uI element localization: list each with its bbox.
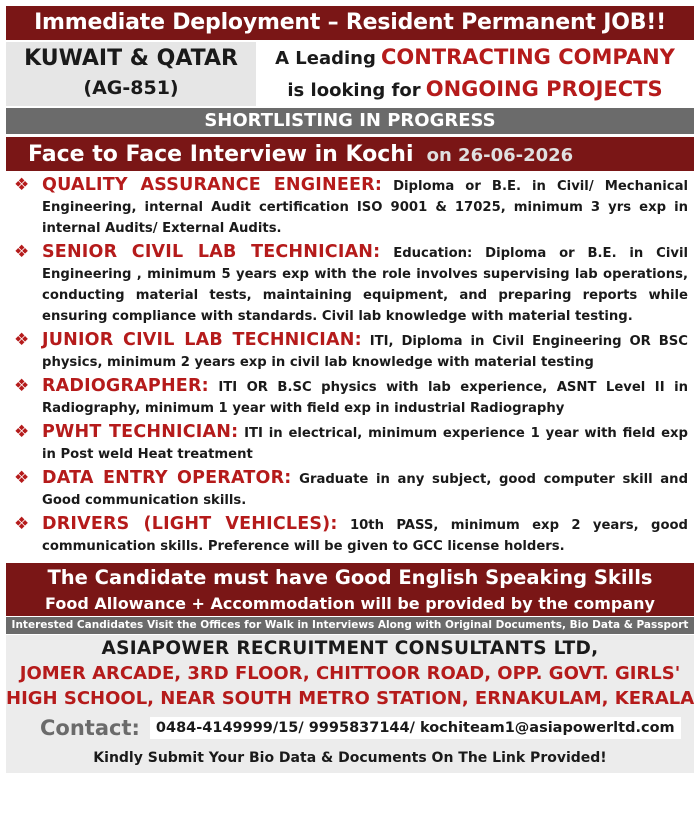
job-title: DRIVERS (LIGHT VEHICLES):	[42, 514, 338, 534]
diamond-bullet-icon: ❖	[14, 422, 30, 442]
address-line-1: JOMER ARCADE, 3RD FLOOR, CHITTOOR ROAD, OPP. GOVT. GIRLS'	[19, 663, 681, 684]
company-prefix-2: is looking for	[287, 80, 421, 101]
job-body	[14, 514, 688, 557]
company-highlight-2: ONGOING PROJECTS	[425, 77, 663, 101]
interview-banner	[6, 137, 694, 171]
job-description: Graduate in any subject, good computer skill and Good communication skills.	[42, 472, 689, 508]
job-title: SENIOR CIVIL LAB TECHNICIAN:	[42, 242, 381, 262]
contact-label: Contact:	[40, 716, 140, 740]
job-code: (AG-851)	[83, 77, 179, 99]
job-body	[14, 330, 688, 373]
job-body	[14, 376, 688, 419]
job-item	[14, 514, 688, 557]
interview-date: on 26-06-2026	[426, 145, 574, 166]
job-item	[14, 468, 688, 511]
diamond-bullet-icon: ❖	[14, 514, 30, 534]
interview-text: Face to Face Interview in Kochi	[28, 142, 414, 167]
company-line-2	[256, 74, 694, 106]
job-item	[14, 376, 688, 419]
job-body	[14, 468, 688, 511]
headline-banner: Immediate Deployment – Resident Permanent JOB!!	[6, 6, 694, 40]
location-box	[6, 42, 256, 106]
company-prefix-1: A Leading	[275, 48, 376, 69]
diamond-bullet-icon: ❖	[14, 376, 30, 396]
job-title: RADIOGRAPHER:	[42, 376, 209, 396]
company-box	[256, 42, 694, 106]
diamond-bullet-icon: ❖	[14, 175, 30, 195]
food-accommodation-banner: Food Allowance + Accommodation will be provided by the company	[6, 592, 694, 616]
job-description: Diploma or B.E. in Civil/ Mechanical Engineering, internal Audit certification ISO 9001 & 17025, minimum 3 yrs exp in internal Audits/ External Audits.	[42, 179, 689, 236]
diamond-bullet-icon: ❖	[14, 468, 30, 488]
job-body	[14, 422, 688, 465]
job-item	[14, 242, 688, 327]
shortlisting-banner: SHORTLISTING IN PROGRESS	[6, 108, 694, 134]
job-list	[6, 171, 694, 557]
job-title: PWHT TECHNICIAN:	[42, 422, 239, 442]
location-country: KUWAIT & QATAR	[24, 46, 238, 71]
diamond-bullet-icon: ❖	[14, 330, 30, 350]
job-title: QUALITY ASSURANCE ENGINEER:	[42, 175, 383, 195]
job-description: ITI in electrical, minimum experience 1 year with field exp in Post weld Heat treatment	[42, 426, 688, 462]
job-description: ITI, Diploma in Civil Engineering OR BSC physics, minimum 2 years exp in civil lab knowledge with material testing	[42, 334, 688, 370]
job-body	[14, 175, 688, 239]
walk-in-notice: Interested Candidates Visit the Offices for Walk in Interviews Along with Original Documents, Bio Data & Passport	[6, 617, 694, 634]
address-block	[6, 635, 694, 711]
company-highlight-1: CONTRACTING COMPANY	[380, 45, 675, 69]
job-item	[14, 330, 688, 373]
job-title: DATA ENTRY OPERATOR:	[42, 468, 292, 488]
job-item	[14, 175, 688, 239]
intro-row	[6, 42, 694, 106]
job-body	[14, 242, 688, 327]
job-description: Education: Diploma or B.E. in Civil Engineering , minimum 5 years exp with the role involves supervising lab operations, conducting material tests, maintaining equipment, and preparing reports while ensuring compliance with standards. Civil lab knowledge with material testing.	[42, 246, 688, 324]
job-description: 10th PASS, minimum exp 2 years, good communication skills. Preference will be given to GCC license holders.	[42, 518, 688, 554]
job-title: JUNIOR CIVIL LAB TECHNICIAN:	[42, 330, 362, 350]
english-requirement-banner: The Candidate must have Good English Speaking Skills	[6, 563, 694, 592]
company-name: ASIAPOWER RECRUITMENT CONSULTANTS LTD,	[101, 638, 599, 659]
diamond-bullet-icon: ❖	[14, 242, 30, 262]
contact-details: 0484-4149999/15/ 9995837144/ kochiteam1@asiapowerltd.com	[150, 717, 681, 739]
submit-note: Kindly Submit Your Bio Data & Documents On The Link Provided!	[6, 745, 694, 773]
company-line-1	[256, 42, 694, 74]
contact-row	[6, 711, 694, 745]
job-item	[14, 422, 688, 465]
job-description: ITI OR B.SC physics with lab experience, ASNT Level II in Radiography, minimum 1 year with field exp in industrial Radiography	[42, 380, 689, 416]
address-line-2: HIGH SCHOOL, NEAR SOUTH METRO STATION, ERNAKULAM, KERALA	[6, 688, 695, 709]
